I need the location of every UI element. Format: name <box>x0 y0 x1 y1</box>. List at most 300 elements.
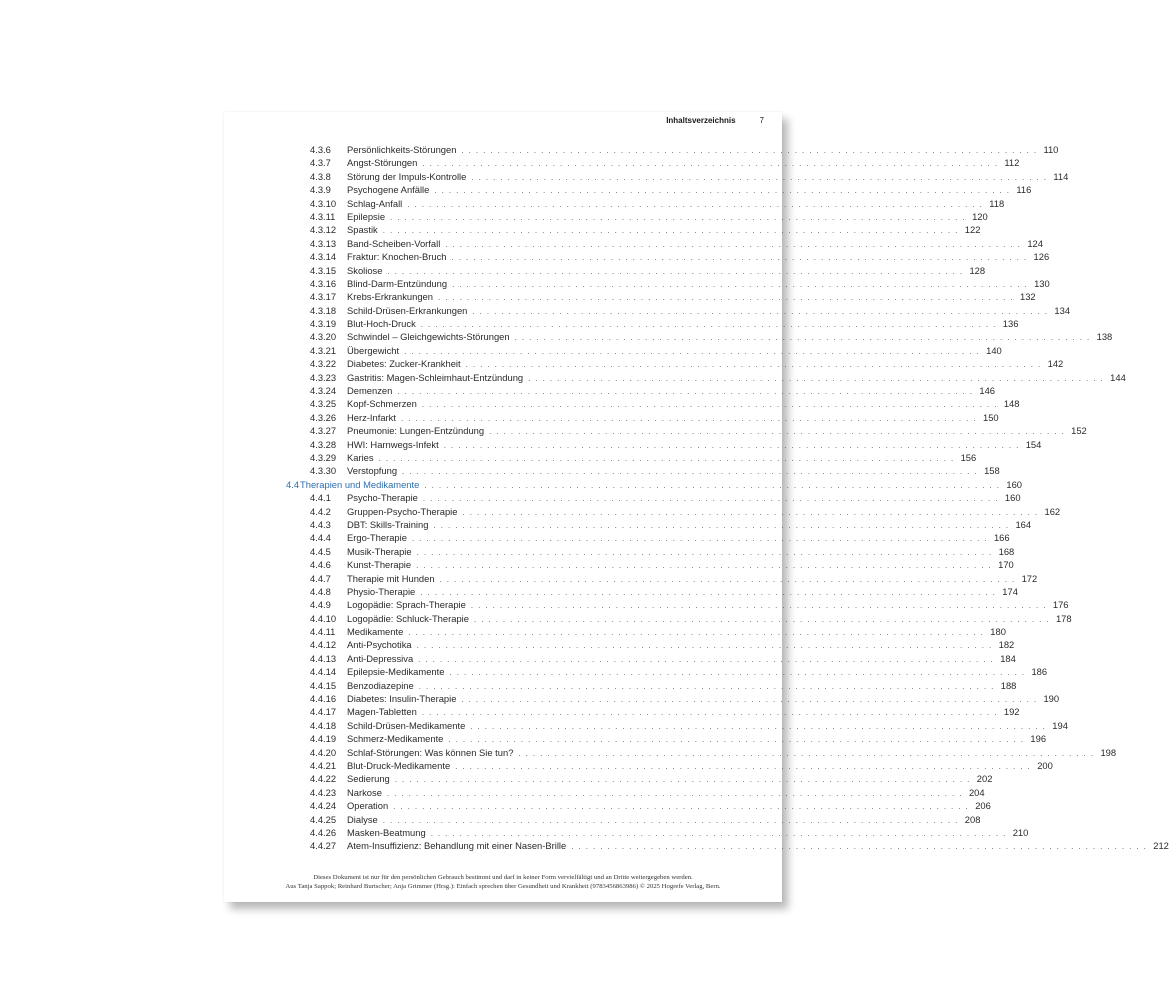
toc-entry-page: 148 <box>1003 398 1020 410</box>
toc-entry-title: Anti-Depressiva <box>347 652 414 664</box>
toc-entry-page: 198 <box>1100 746 1117 758</box>
toc-entry-line <box>347 531 1010 545</box>
toc-entry-page: 172 <box>1021 572 1038 584</box>
toc-entry-row <box>286 786 985 799</box>
toc-entry-row <box>286 638 1015 651</box>
toc-entry-number: 4.4.11 <box>310 626 336 638</box>
toc-entry-line <box>347 625 1006 639</box>
toc-entry-page: 134 <box>1054 304 1071 316</box>
toc-entry-number: 4.4.21 <box>310 759 337 771</box>
toc-entry-number: 4.3.22 <box>310 358 337 370</box>
toc-entry-line <box>347 237 1043 251</box>
toc-entry-title: Blut-Druck-Medikamente <box>347 759 451 771</box>
toc-entry-page: 156 <box>960 451 977 463</box>
toc-entry-row <box>286 438 1042 451</box>
toc-entry-row <box>286 223 981 236</box>
toc-entry-page: 184 <box>1000 652 1016 664</box>
toc-entry-line <box>347 277 1050 291</box>
toc-entry-page: 160 <box>1006 478 1023 490</box>
toc-entry-number: 4.4 <box>286 478 300 490</box>
toc-entry-title: Band-Scheiben-Vorfall <box>347 237 441 249</box>
toc-entry-page: 152 <box>1071 425 1087 437</box>
toc-entry-title: Kopf-Schmerzen <box>347 398 417 410</box>
toc-entry-number: 4.4.20 <box>310 746 337 758</box>
toc-leader-dots: . . . . . . . . . . . . . . . . . . . . . . . . . . . . . . . . . . . . . . . . . . . . . . . . . . . . . . . . . . . . . . . . . . . . . . . . . . . . . . . . <box>422 159 999 169</box>
toc-entry-page: 176 <box>1052 599 1069 611</box>
toc-entry-line <box>347 451 977 465</box>
toc-entry-page: 116 <box>1016 184 1032 196</box>
toc-entry-number: 4.4.23 <box>310 786 337 798</box>
toc-entry-title: Atem-Insuffizienz: Behandlung mit einer Nasen-Brille <box>347 840 567 852</box>
toc-entry-line <box>347 371 1126 385</box>
toc-leader-dots: . . . . . . . . . . . . . . . . . . . . . . . . . . . . . . . . . . . . . . . . . . . . . . . . . . . . . . . . . . . . . . . . . . . . . . . . . . . . . . . . <box>382 815 959 825</box>
toc-entry-page: 124 <box>1027 237 1043 249</box>
toc-entry-page: 110 <box>1043 144 1059 155</box>
toc-entry-row <box>286 652 1016 665</box>
toc-entry-number: 4.3.14 <box>310 251 337 263</box>
toc-leader-dots: . . . . . . . . . . . . . . . . . . . . . . . . . . . . . . . . . . . . . . . . . . . . . . . . . . . . . . . . . . . . . . . . . . . . . . . . . . . . . . . . <box>473 614 1050 624</box>
toc-entry-number: 4.4.7 <box>310 572 331 584</box>
toc-entry-line <box>347 786 985 800</box>
toc-entry-row <box>286 772 993 785</box>
toc-entry-title: Therapie mit Hunden <box>347 572 435 584</box>
toc-entry-line <box>347 732 1047 746</box>
toc-entry-line <box>347 264 986 278</box>
toc-entry-page: 128 <box>969 264 986 276</box>
toc-leader-dots: . . . . . . . . . . . . . . . . . . . . . . . . . . . . . . . . . . . . . . . . . . . . . . . . . . . . . . . . . . . . . . . . . . . . . . . . . . . . . . . . <box>402 467 979 477</box>
toc-entry-number: 4.3.20 <box>310 331 337 343</box>
toc-entry-line <box>347 317 1019 331</box>
toc-entry-line <box>347 612 1072 626</box>
toc-entry-title: Störung der Impuls-Kontrolle <box>347 170 467 182</box>
toc-entry-line <box>347 424 1087 438</box>
toc-entry-line <box>347 572 1038 586</box>
toc-entry-page: 118 <box>989 197 1005 209</box>
toc-entry-line <box>347 692 1060 706</box>
toc-entry-title: Demenzen <box>347 385 393 397</box>
toc-entry-title: HWI: Harnwegs-Infekt <box>347 438 439 450</box>
page-header <box>666 116 764 125</box>
toc-entry-page: 154 <box>1025 438 1042 450</box>
toc-entry-page: 168 <box>998 545 1015 557</box>
toc-entry-title: Narkose <box>347 786 382 798</box>
toc-entry-row <box>286 679 1017 692</box>
toc-entry-line <box>347 719 1068 733</box>
toc-entry-line <box>347 799 991 813</box>
toc-entry-row <box>286 210 988 223</box>
toc-entry-line <box>347 759 1053 773</box>
toc-entry-page: 130 <box>1034 277 1050 289</box>
toc-entry-row <box>286 665 1048 678</box>
toc-entry-line <box>347 826 1029 840</box>
toc-entry-page: 210 <box>1012 826 1029 838</box>
toc-leader-dots: . . . . . . . . . . . . . . . . . . . . . . . . . . . . . . . . . . . . . . . . . . . . . . . . . . . . . . . . . . . . . . . . . . . . . . . . . . . . . . . . <box>445 239 1022 249</box>
toc-entry-number: 4.3.28 <box>310 438 337 450</box>
toc-entry-page: 122 <box>964 224 981 236</box>
toc-entry-page: 140 <box>986 344 1002 356</box>
toc-entry-title: Physio-Therapie <box>347 585 416 597</box>
toc-leader-dots: . . . . . . . . . . . . . . . . . . . . . . . . . . . . . . . . . . . . . . . . . . . . . . . . . . . . . . . . . . . . . . . . . . . . . . . . . . . . . . . . <box>416 641 993 651</box>
toc-leader-dots: . . . . . . . . . . . . . . . . . . . . . . . . . . . . . . . . . . . . . . . . . . . . . . . . . . . . . . . . . . . . . . . . . . . . . . . . . . . . . . . . <box>461 695 1038 705</box>
toc-entry-line <box>347 143 1059 157</box>
toc-entry-line <box>347 384 996 398</box>
toc-entry-title: Schlaf-Störungen: Was können Sie tun? <box>347 746 514 758</box>
toc-entry-number: 4.4.18 <box>310 719 337 731</box>
toc-entry-number: 4.3.15 <box>310 264 337 276</box>
toc-entry-number: 4.3.12 <box>310 224 337 236</box>
toc-entry-page: 136 <box>1002 318 1019 330</box>
toc-leader-dots: . . . . . . . . . . . . . . . . . . . . . . . . . . . . . . . . . . . . . . . . . . . . . . . . . . . . . . . . . . . . . . . . . . . . . . . . . . . . . . . . <box>378 453 955 463</box>
toc-entry-page: 114 <box>1053 170 1069 182</box>
toc-entry-page: 212 <box>1153 840 1169 852</box>
footer-line-usage: Dieses Dokument ist nur für den persönlichen Gebrauch bestimmt und darf in keiner Form vervielfältigt und an Dritte weitergegeben werden. <box>313 874 693 881</box>
toc-leader-dots: . . . . . . . . . . . . . . . . . . . . . . . . . . . . . . . . . . . . . . . . . . . . . . . . . . . . . . . . . . . . . . . . . . . . . . . . . . . . . . . . <box>434 186 1011 196</box>
toc-entry-page: 200 <box>1037 759 1053 771</box>
toc-entry-title: Dialyse <box>347 813 378 825</box>
toc-section-row <box>286 478 1023 491</box>
toc-entry-line <box>347 679 1017 693</box>
toc-entry-row <box>286 625 1006 638</box>
toc-entry-number: 4.3.23 <box>310 371 337 383</box>
toc-entry-line <box>347 505 1061 519</box>
toc-leader-dots: . . . . . . . . . . . . . . . . . . . . . . . . . . . . . . . . . . . . . . . . . . . . . . . . . . . . . . . . . . . . . . . . . . . . . . . . . . . . . . . . <box>411 534 988 544</box>
toc-entry-number: 4.4.8 <box>310 585 331 597</box>
toc-entry-line <box>347 210 988 224</box>
toc-entry-line <box>347 438 1042 452</box>
toc-entry-number: 4.3.7 <box>310 157 331 169</box>
toc-entry-row <box>286 826 1029 839</box>
toc-entry-title: Pneumonie: Lungen-Entzündung <box>347 425 485 437</box>
toc-entry-number: 4.3.30 <box>310 465 337 477</box>
toc-leader-dots: . . . . . . . . . . . . . . . . . . . . . . . . . . . . . . . . . . . . . . . . . . . . . . . . . . . . . . . . . . . . . . . . . . . . . . . . . . . . . . . . <box>518 748 1095 758</box>
toc-entry-row <box>286 705 1020 718</box>
toc-entry-line <box>347 598 1069 612</box>
toc-entry-row <box>286 719 1068 732</box>
toc-entry-title: Schlag-Anfall <box>347 197 403 209</box>
toc-entry-title: Ergo-Therapie <box>347 532 407 544</box>
toc-entry-page: 178 <box>1055 612 1072 624</box>
header-title: Inhaltsverzeichnis <box>666 116 736 125</box>
toc-entry-row <box>286 759 1053 772</box>
toc-entry-number: 4.4.3 <box>310 518 331 530</box>
toc-entry-number: 4.4.26 <box>310 826 337 838</box>
toc-leader-dots: . . . . . . . . . . . . . . . . . . . . . . . . . . . . . . . . . . . . . . . . . . . . . . . . . . . . . . . . . . . . . . . . . . . . . . . . . . . . . . . . <box>472 306 1049 316</box>
toc-leader-dots: . . . . . . . . . . . . . . . . . . . . . . . . . . . . . . . . . . . . . . . . . . . . . . . . . . . . . . . . . . . . . . . . . . . . . . . . . . . . . . . . <box>489 427 1066 437</box>
toc-leader-dots: . . . . . . . . . . . . . . . . . . . . . . . . . . . . . . . . . . . . . . . . . . . . . . . . . . . . . . . . . . . . . . . . . . . . . . . . . . . . . . . . <box>416 561 993 571</box>
toc-entry-row <box>286 531 1010 544</box>
toc-leader-dots: . . . . . . . . . . . . . . . . . . . . . . . . . . . . . . . . . . . . . . . . . . . . . . . . . . . . . . . . . . . . . . . . . . . . . . . . . . . . . . . . <box>404 346 981 356</box>
toc-leader-dots: . . . . . . . . . . . . . . . . . . . . . . . . . . . . . . . . . . . . . . . . . . . . . . . . . . . . . . . . . . . . . . . . . . . . . . . . . . . . . . . . <box>439 574 1016 584</box>
toc-entry-title: Magen-Tabletten <box>347 706 417 718</box>
toc-entry-title: Anti-Psychotika <box>347 639 412 651</box>
toc-entry-page: 170 <box>998 559 1014 571</box>
toc-entry-number: 4.4.15 <box>310 679 337 691</box>
toc-entry-row <box>286 799 991 812</box>
toc-entry-row <box>286 250 1050 263</box>
toc-leader-dots: . . . . . . . . . . . . . . . . . . . . . . . . . . . . . . . . . . . . . . . . . . . . . . . . . . . . . . . . . . . . . . . . . . . . . . . . . . . . . . . . <box>470 601 1047 611</box>
toc-entry-title: Gastritis: Magen-Schleimhaut-Entzündung <box>347 371 524 383</box>
toc-entry-title: Schild-Drüsen-Medikamente <box>347 719 466 731</box>
footer-line-source: Aus Tanja Sappok; Reinhard Burtscher; Anja Grimmer (Hrsg.): Einfach sprechen über Gesundheit und Krankheit (9783456863986) © 2025 Hogrefe Verlag, Bern. <box>285 883 721 890</box>
toc-entry-row <box>286 692 1060 705</box>
toc-leader-dots: . . . . . . . . . . . . . . . . . . . . . . . . . . . . . . . . . . . . . . . . . . . . . . . . . . . . . . . . . . . . . . . . . . . . . . . . . . . . . . . . <box>443 440 1020 450</box>
toc-leader-dots: . . . . . . . . . . . . . . . . . . . . . . . . . . . . . . . . . . . . . . . . . . . . . . . . . . . . . . . . . . . . . . . . . . . . . . . . . . . . . . . . <box>387 266 964 276</box>
toc-entry-page: 206 <box>975 800 991 812</box>
toc-entry-line <box>347 290 1036 304</box>
toc-leader-dots: . . . . . . . . . . . . . . . . . . . . . . . . . . . . . . . . . . . . . . . . . . . . . . . . . . . . . . . . . . . . . . . . . . . . . . . . . . . . . . . . <box>397 387 974 397</box>
toc-entry-page: 208 <box>964 813 981 825</box>
toc-entry-row <box>286 839 1169 852</box>
toc-entry-number: 4.4.5 <box>310 545 331 557</box>
toc-entry-page: 126 <box>1033 251 1050 263</box>
toc-entry-title: Blind-Darm-Entzündung <box>347 277 448 289</box>
toc-leader-dots: . . . . . . . . . . . . . . . . . . . . . . . . . . . . . . . . . . . . . . . . . . . . . . . . . . . . . . . . . . . . . . . . . . . . . . . . . . . . . . . . <box>386 788 963 798</box>
toc-entry-page: 180 <box>990 626 1006 638</box>
table-of-contents <box>286 143 1169 853</box>
toc-leader-dots: . . . . . . . . . . . . . . . . . . . . . . . . . . . . . . . . . . . . . . . . . . . . . . . . . . . . . . . . . . . . . . . . . . . . . . . . . . . . . . . . <box>528 373 1105 383</box>
toc-entry-line <box>347 397 1020 411</box>
toc-entry-title: Kunst-Therapie <box>347 559 412 571</box>
toc-entry-title: DBT: Skills-Training <box>347 518 429 530</box>
toc-entry-number: 4.4.9 <box>310 599 331 611</box>
toc-entry-row <box>286 317 1019 330</box>
toc-leader-dots: . . . . . . . . . . . . . . . . . . . . . . . . . . . . . . . . . . . . . . . . . . . . . . . . . . . . . . . . . . . . . . . . . . . . . . . . . . . . . . . . <box>421 400 998 410</box>
toc-entry-row <box>286 264 986 277</box>
toc-entry-number: 4.3.26 <box>310 411 337 423</box>
toc-entry-page: 202 <box>976 773 993 785</box>
toc-leader-dots: . . . . . . . . . . . . . . . . . . . . . . . . . . . . . . . . . . . . . . . . . . . . . . . . . . . . . . . . . . . . . . . . . . . . . . . . . . . . . . . . <box>465 360 1042 370</box>
toc-leader-dots: . . . . . . . . . . . . . . . . . . . . . . . . . . . . . . . . . . . . . . . . . . . . . . . . . . . . . . . . . . . . . . . . . . . . . . . . . . . . . . . . <box>400 413 977 423</box>
toc-leader-dots: . . . . . . . . . . . . . . . . . . . . . . . . . . . . . . . . . . . . . . . . . . . . . . . . . . . . . . . . . . . . . . . . . . . . . . . . . . . . . . . . <box>455 761 1032 771</box>
toc-entry-row <box>286 598 1069 611</box>
toc-entry-line <box>347 156 1020 170</box>
toc-entry-row <box>286 464 1000 477</box>
toc-entry-line <box>347 344 1002 358</box>
toc-entry-page: 186 <box>1031 666 1048 678</box>
toc-leader-dots: . . . . . . . . . . . . . . . . . . . . . . . . . . . . . . . . . . . . . . . . . . . . . . . . . . . . . . . . . . . . . . . . . . . . . . . . . . . . . . . . <box>390 212 967 222</box>
toc-entry-page: 192 <box>1003 706 1020 718</box>
toc-entry-number: 4.4.10 <box>310 612 337 624</box>
toc-entry-title: Psychogene Anfälle <box>347 184 430 196</box>
toc-entry-line <box>347 813 981 827</box>
toc-entry-row <box>286 732 1047 745</box>
toc-entry-number: 4.3.19 <box>310 318 337 330</box>
toc-entry-page: 182 <box>998 639 1015 651</box>
toc-entry-number: 4.3.27 <box>310 425 337 437</box>
toc-leader-dots: . . . . . . . . . . . . . . . . . . . . . . . . . . . . . . . . . . . . . . . . . . . . . . . . . . . . . . . . . . . . . . . . . . . . . . . . . . . . . . . . <box>421 708 998 718</box>
toc-entry-row <box>286 237 1043 250</box>
toc-leader-dots: . . . . . . . . . . . . . . . . . . . . . . . . . . . . . . . . . . . . . . . . . . . . . . . . . . . . . . . . . . . . . . . . . . . . . . . . . . . . . . . . <box>393 802 970 812</box>
toc-leader-dots: . . . . . . . . . . . . . . . . . . . . . . . . . . . . . . . . . . . . . . . . . . . . . . . . . . . . . . . . . . . . . . . . . . . . . . . . . . . . . . . . <box>448 735 1025 745</box>
toc-entry-number: 4.3.10 <box>310 197 337 209</box>
toc-entry-row <box>286 585 1018 598</box>
toc-entry-title: Masken-Beatmung <box>347 826 426 838</box>
toc-leader-dots: . . . . . . . . . . . . . . . . . . . . . . . . . . . . . . . . . . . . . . . . . . . . . . . . . . . . . . . . . . . . . . . . . . . . . . . . . . . . . . . . <box>514 333 1091 343</box>
toc-entry-page: 132 <box>1020 291 1036 303</box>
toc-entry-row <box>286 156 1020 169</box>
toc-entry-number: 4.3.18 <box>310 304 337 316</box>
toc-entry-page: 146 <box>979 385 996 397</box>
toc-leader-dots: . . . . . . . . . . . . . . . . . . . . . . . . . . . . . . . . . . . . . . . . . . . . . . . . . . . . . . . . . . . . . . . . . . . . . . . . . . . . . . . . <box>418 681 995 691</box>
toc-entry-number: 4.4.1 <box>310 492 331 504</box>
toc-entry-row <box>286 330 1113 343</box>
toc-entry-title: Psycho-Therapie <box>347 492 418 504</box>
toc-entry-number: 4.4.25 <box>310 813 337 825</box>
toc-entry-line <box>347 772 993 786</box>
toc-entry-line <box>347 518 1032 532</box>
toc-entry-line <box>347 250 1050 264</box>
toc-entry-number: 4.4.24 <box>310 800 337 812</box>
toc-entry-number: 4.3.13 <box>310 237 337 249</box>
toc-entry-page: 162 <box>1044 505 1061 517</box>
toc-entry-title: Übergewicht <box>347 344 400 356</box>
toc-leader-dots: . . . . . . . . . . . . . . . . . . . . . . . . . . . . . . . . . . . . . . . . . . . . . . . . . . . . . . . . . . . . . . . . . . . . . . . . . . . . . . . . <box>420 320 997 330</box>
toc-entry-row <box>286 290 1036 303</box>
toc-entry-title: Sedierung <box>347 773 390 785</box>
toc-leader-dots: . . . . . . . . . . . . . . . . . . . . . . . . . . . . . . . . . . . . . . . . . . . . . . . . . . . . . . . . . . . . . . . . . . . . . . . . . . . . . . . . <box>420 587 997 597</box>
toc-leader-dots: . . . . . . . . . . . . . . . . . . . . . . . . . . . . . . . . . . . . . . . . . . . . . . . . . . . . . . . . . . . . . . . . . . . . . . . . . . . . . . . . <box>470 721 1047 731</box>
toc-entry-row <box>286 170 1069 183</box>
toc-leader-dots: . . . . . . . . . . . . . . . . . . . . . . . . . . . . . . . . . . . . . . . . . . . . . . . . . . . . . . . . . . . . . . . . . . . . . . . . . . . . . . . . <box>382 226 959 236</box>
toc-leader-dots: . . . . . . . . . . . . . . . . . . . . . . . . . . . . . . . . . . . . . . . . . . . . . . . . . . . . . . . . . . . . . . . . . . . . . . . . . . . . . . . . <box>449 668 1026 678</box>
toc-entry-row <box>286 518 1032 531</box>
document-page <box>224 112 1169 902</box>
toc-entry-line <box>347 746 1117 760</box>
toc-entry-title: Angst-Störungen <box>347 157 418 169</box>
toc-entry-number: 4.4.6 <box>310 559 331 571</box>
toc-entry-number: 4.3.9 <box>310 184 331 196</box>
toc-entry-line <box>347 357 1064 371</box>
toc-entry-number: 4.4.19 <box>310 733 337 745</box>
toc-entry-row <box>286 572 1038 585</box>
toc-entry-number: 4.3.8 <box>310 170 331 182</box>
toc-entry-row <box>286 411 999 424</box>
toc-entry-title: Schmerz-Medikamente <box>347 733 444 745</box>
toc-entry-number: 4.4.2 <box>310 505 331 517</box>
toc-entry-row <box>286 371 1126 384</box>
toc-entry-title: Skoliose <box>347 264 383 276</box>
toc-entry-title: Diabetes: Insulin-Therapie <box>347 693 457 705</box>
toc-leader-dots: . . . . . . . . . . . . . . . . . . . . . . . . . . . . . . . . . . . . . . . . . . . . . . . . . . . . . . . . . . . . . . . . . . . . . . . . . . . . . . . . <box>424 480 1001 490</box>
toc-leader-dots: . . . . . . . . . . . . . . . . . . . . . . . . . . . . . . . . . . . . . . . . . . . . . . . . . . . . . . . . . . . . . . . . . . . . . . . . . . . . . . . . <box>462 507 1039 517</box>
toc-entry-number: 4.3.17 <box>310 291 337 303</box>
toc-entry-row <box>286 558 1014 571</box>
toc-entry-row <box>286 143 1059 156</box>
toc-entry-row <box>286 197 1005 210</box>
toc-entry-line <box>347 411 999 425</box>
toc-entry-line <box>347 197 1005 211</box>
toc-leader-dots: . . . . . . . . . . . . . . . . . . . . . . . . . . . . . . . . . . . . . . . . . . . . . . . . . . . . . . . . . . . . . . . . . . . . . . . . . . . . . . . . <box>451 253 1028 263</box>
toc-entry-title: Karies <box>347 451 374 463</box>
toc-entry-row <box>286 397 1020 410</box>
toc-entry-title: Krebs-Erkrankungen <box>347 291 433 303</box>
toc-entry-page: 204 <box>968 786 985 798</box>
toc-entry-page: 166 <box>993 532 1010 544</box>
toc-entry-page: 142 <box>1047 358 1064 370</box>
toc-entry-title: Verstopfung <box>347 465 398 477</box>
toc-entry-page: 150 <box>982 411 999 423</box>
toc-entry-row <box>286 545 1015 558</box>
toc-entry-page: 196 <box>1030 733 1047 745</box>
toc-entry-title: Schwindel – Gleichgewichts-Störungen <box>347 331 510 343</box>
toc-entry-page: 174 <box>1002 585 1018 597</box>
toc-leader-dots: . . . . . . . . . . . . . . . . . . . . . . . . . . . . . . . . . . . . . . . . . . . . . . . . . . . . . . . . . . . . . . . . . . . . . . . . . . . . . . . . <box>394 775 971 785</box>
toc-entry-number: 4.4.17 <box>310 706 337 718</box>
toc-entry-title: Epilepsie <box>347 210 386 222</box>
toc-entry-row <box>286 183 1032 196</box>
toc-entry-title: Musik-Therapie <box>347 545 412 557</box>
toc-entry-line <box>347 223 981 237</box>
toc-entry-page: 144 <box>1110 371 1126 383</box>
toc-entry-title: Operation <box>347 800 389 812</box>
toc-entry-number: 4.3.25 <box>310 398 337 410</box>
toc-entry-line <box>347 558 1014 572</box>
toc-entry-title: Medikamente <box>347 626 404 638</box>
toc-entry-title: Logopädie: Schluck-Therapie <box>347 612 469 624</box>
header-page-number: 7 <box>759 116 764 125</box>
toc-entry-row <box>286 746 1117 759</box>
toc-entry-number: 4.4.4 <box>310 532 331 544</box>
toc-entry-row <box>286 612 1072 625</box>
toc-entry-line <box>347 304 1071 318</box>
toc-entry-number: 4.4.12 <box>310 639 337 651</box>
toc-entry-number: 4.3.16 <box>310 277 337 289</box>
toc-leader-dots: . . . . . . . . . . . . . . . . . . . . . . . . . . . . . . . . . . . . . . . . . . . . . . . . . . . . . . . . . . . . . . . . . . . . . . . . . . . . . . . . <box>437 293 1014 303</box>
toc-entry-number: 4.4.13 <box>310 652 337 664</box>
toc-entry-line <box>347 491 1021 505</box>
toc-entry-page: 138 <box>1096 331 1113 343</box>
toc-entry-line <box>300 478 1023 492</box>
toc-entry-title: Persönlichkeits-Störungen <box>347 144 457 155</box>
toc-leader-dots: . . . . . . . . . . . . . . . . . . . . . . . . . . . . . . . . . . . . . . . . . . . . . . . . . . . . . . . . . . . . . . . . . . . . . . . . . . . . . . . . <box>452 279 1029 289</box>
toc-entry-title: Diabetes: Zucker-Krankheit <box>347 358 461 370</box>
toc-leader-dots: . . . . . . . . . . . . . . . . . . . . . . . . . . . . . . . . . . . . . . . . . . . . . . . . . . . . . . . . . . . . . . . . . . . . . . . . . . . . . . . . <box>418 654 995 664</box>
toc-entry-row <box>286 304 1071 317</box>
toc-leader-dots: . . . . . . . . . . . . . . . . . . . . . . . . . . . . . . . . . . . . . . . . . . . . . . . . . . . . . . . . . . . . . . . . . . . . . . . . . . . . . . . . <box>408 628 985 638</box>
toc-entry-line <box>347 183 1032 197</box>
toc-entry-page: 194 <box>1052 719 1068 731</box>
toc-entry-row <box>286 384 996 397</box>
toc-entry-line <box>347 330 1113 344</box>
toc-entry-page: 188 <box>1000 679 1017 691</box>
toc-entry-number: 4.3.6 <box>310 144 331 155</box>
toc-leader-dots: . . . . . . . . . . . . . . . . . . . . . . . . . . . . . . . . . . . . . . . . . . . . . . . . . . . . . . . . . . . . . . . . . . . . . . . . . . . . . . . . <box>422 494 999 504</box>
copyright-footer <box>224 873 782 891</box>
toc-entry-page: 120 <box>972 210 988 222</box>
toc-entry-row <box>286 424 1087 437</box>
toc-entry-number: 4.3.24 <box>310 385 337 397</box>
toc-leader-dots: . . . . . . . . . . . . . . . . . . . . . . . . . . . . . . . . . . . . . . . . . . . . . . . . . . . . . . . . . . . . . . . . . . . . . . . . . . . . . . . . <box>461 146 1038 155</box>
toc-leader-dots: . . . . . . . . . . . . . . . . . . . . . . . . . . . . . . . . . . . . . . . . . . . . . . . . . . . . . . . . . . . . . . . . . . . . . . . . . . . . . . . . <box>433 520 1010 530</box>
toc-entry-line <box>347 652 1016 666</box>
toc-entry-row <box>286 491 1021 504</box>
toc-leader-dots: . . . . . . . . . . . . . . . . . . . . . . . . . . . . . . . . . . . . . . . . . . . . . . . . . . . . . . . . . . . . . . . . . . . . . . . . . . . . . . . . <box>416 547 993 557</box>
toc-entry-page: 160 <box>1004 492 1021 504</box>
toc-entry-number: 4.3.11 <box>310 210 336 222</box>
toc-entry-page: 158 <box>984 465 1000 477</box>
toc-entry-row <box>286 357 1064 370</box>
toc-entry-title: Fraktur: Knochen-Bruch <box>347 251 447 263</box>
toc-entry-line <box>347 638 1015 652</box>
toc-leader-dots: . . . . . . . . . . . . . . . . . . . . . . . . . . . . . . . . . . . . . . . . . . . . . . . . . . . . . . . . . . . . . . . . . . . . . . . . . . . . . . . . <box>430 828 1007 838</box>
toc-leader-dots: . . . . . . . . . . . . . . . . . . . . . . . . . . . . . . . . . . . . . . . . . . . . . . . . . . . . . . . . . . . . . . . . . . . . . . . . . . . . . . . . <box>571 842 1148 852</box>
toc-entry-line <box>347 839 1169 853</box>
toc-entry-page: 190 <box>1043 693 1060 705</box>
toc-entry-page: 112 <box>1004 157 1020 169</box>
toc-leader-dots: . . . . . . . . . . . . . . . . . . . . . . . . . . . . . . . . . . . . . . . . . . . . . . . . . . . . . . . . . . . . . . . . . . . . . . . . . . . . . . . . <box>471 172 1048 182</box>
toc-entry-number: 4.4.16 <box>310 693 337 705</box>
toc-entry-title: Logopädie: Sprach-Therapie <box>347 599 466 611</box>
